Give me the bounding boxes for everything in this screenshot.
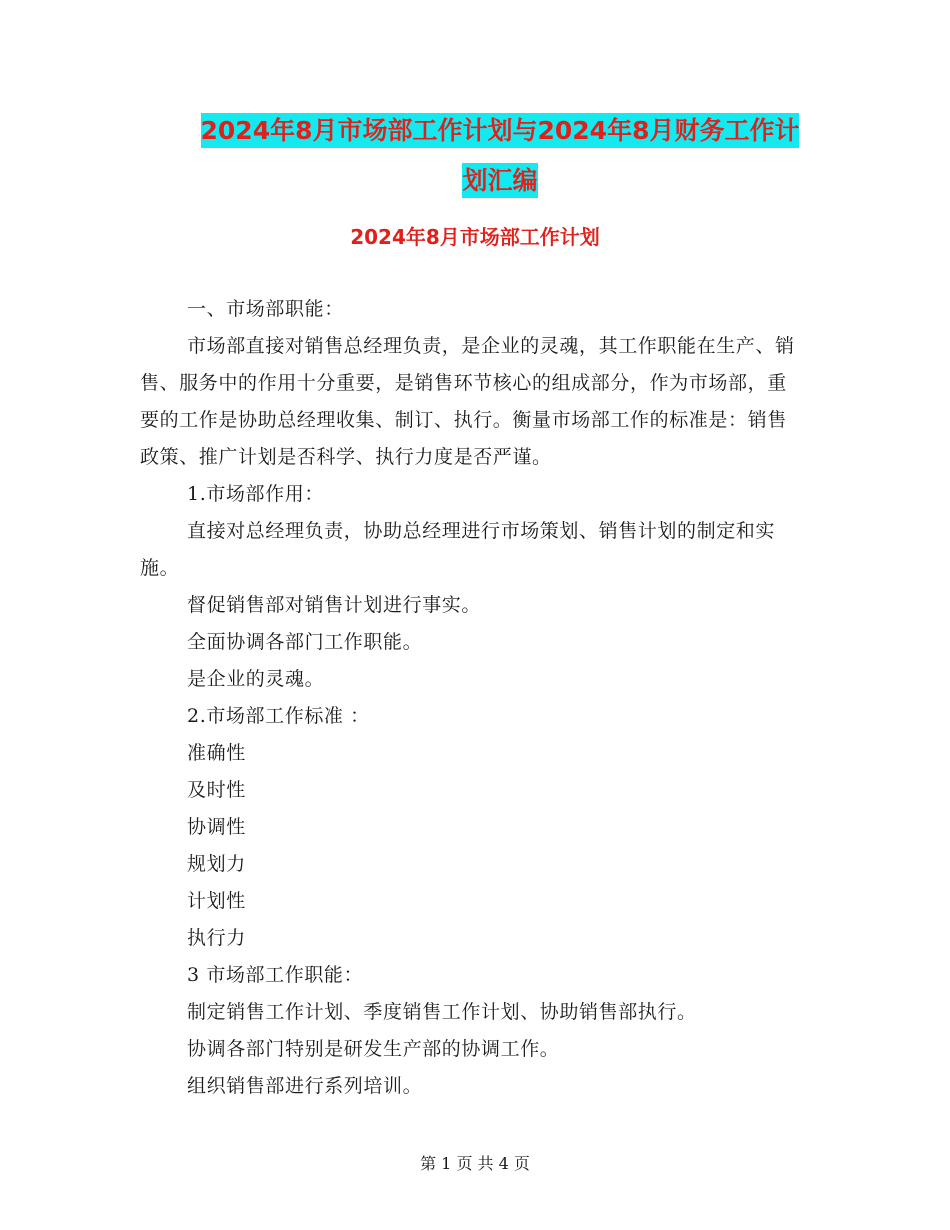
- paragraph: 3 市场部工作职能：: [187, 964, 364, 986]
- list-item: 准确性: [187, 742, 246, 764]
- paragraph: 协调各部门特别是研发生产部的协调工作。: [187, 1038, 560, 1060]
- list-item: 及时性: [187, 779, 246, 801]
- paragraph: 全面协调各部门工作职能。: [187, 631, 423, 653]
- paragraph: 督促销售部对销售计划进行事实。: [187, 594, 482, 616]
- page-number-footer: 第 1 页 共 4 页: [420, 1154, 530, 1173]
- paragraph: 制定销售工作计划、季度销售工作计划、协助销售部执行。: [187, 1001, 697, 1023]
- paragraph: 组织销售部进行系列培训。: [187, 1075, 423, 1097]
- document-body: [140, 291, 800, 1105]
- paragraph: 市场部直接对销售总经理负责，是企业的灵魂，其工作职能在生产、销售、服务中的作用十分重要，是销售环节核心的组成部分，作为市场部，重要的工作是协助总经理收集、制订、执行。衡量市场部工作的标准是：销售政策、推广计划是否科学、执行力度是否严谨。: [140, 335, 795, 468]
- list-item: 规划力: [187, 853, 246, 875]
- paragraph: 1.市场部作用：: [187, 483, 324, 505]
- document-title: [140, 106, 860, 206]
- list-item: 执行力: [187, 927, 246, 949]
- paragraph: 直接对总经理负责，协助总经理进行市场策划、销售计划的制定和实施。: [140, 520, 776, 579]
- list-item: 协调性: [187, 816, 246, 838]
- document-title-line-2: 划汇编: [462, 163, 537, 198]
- section-title: 2024年8月市场部工作计划: [350, 225, 600, 249]
- paragraph: 一、市场部职能：: [187, 298, 344, 320]
- paragraph: 是企业的灵魂。: [187, 668, 325, 690]
- document-title-line-1: 2024年8月市场部工作计划与2024年8月财务工作计: [201, 113, 800, 148]
- paragraph: 2.市场部工作标准 ：: [187, 705, 370, 727]
- list-item: 计划性: [187, 890, 246, 912]
